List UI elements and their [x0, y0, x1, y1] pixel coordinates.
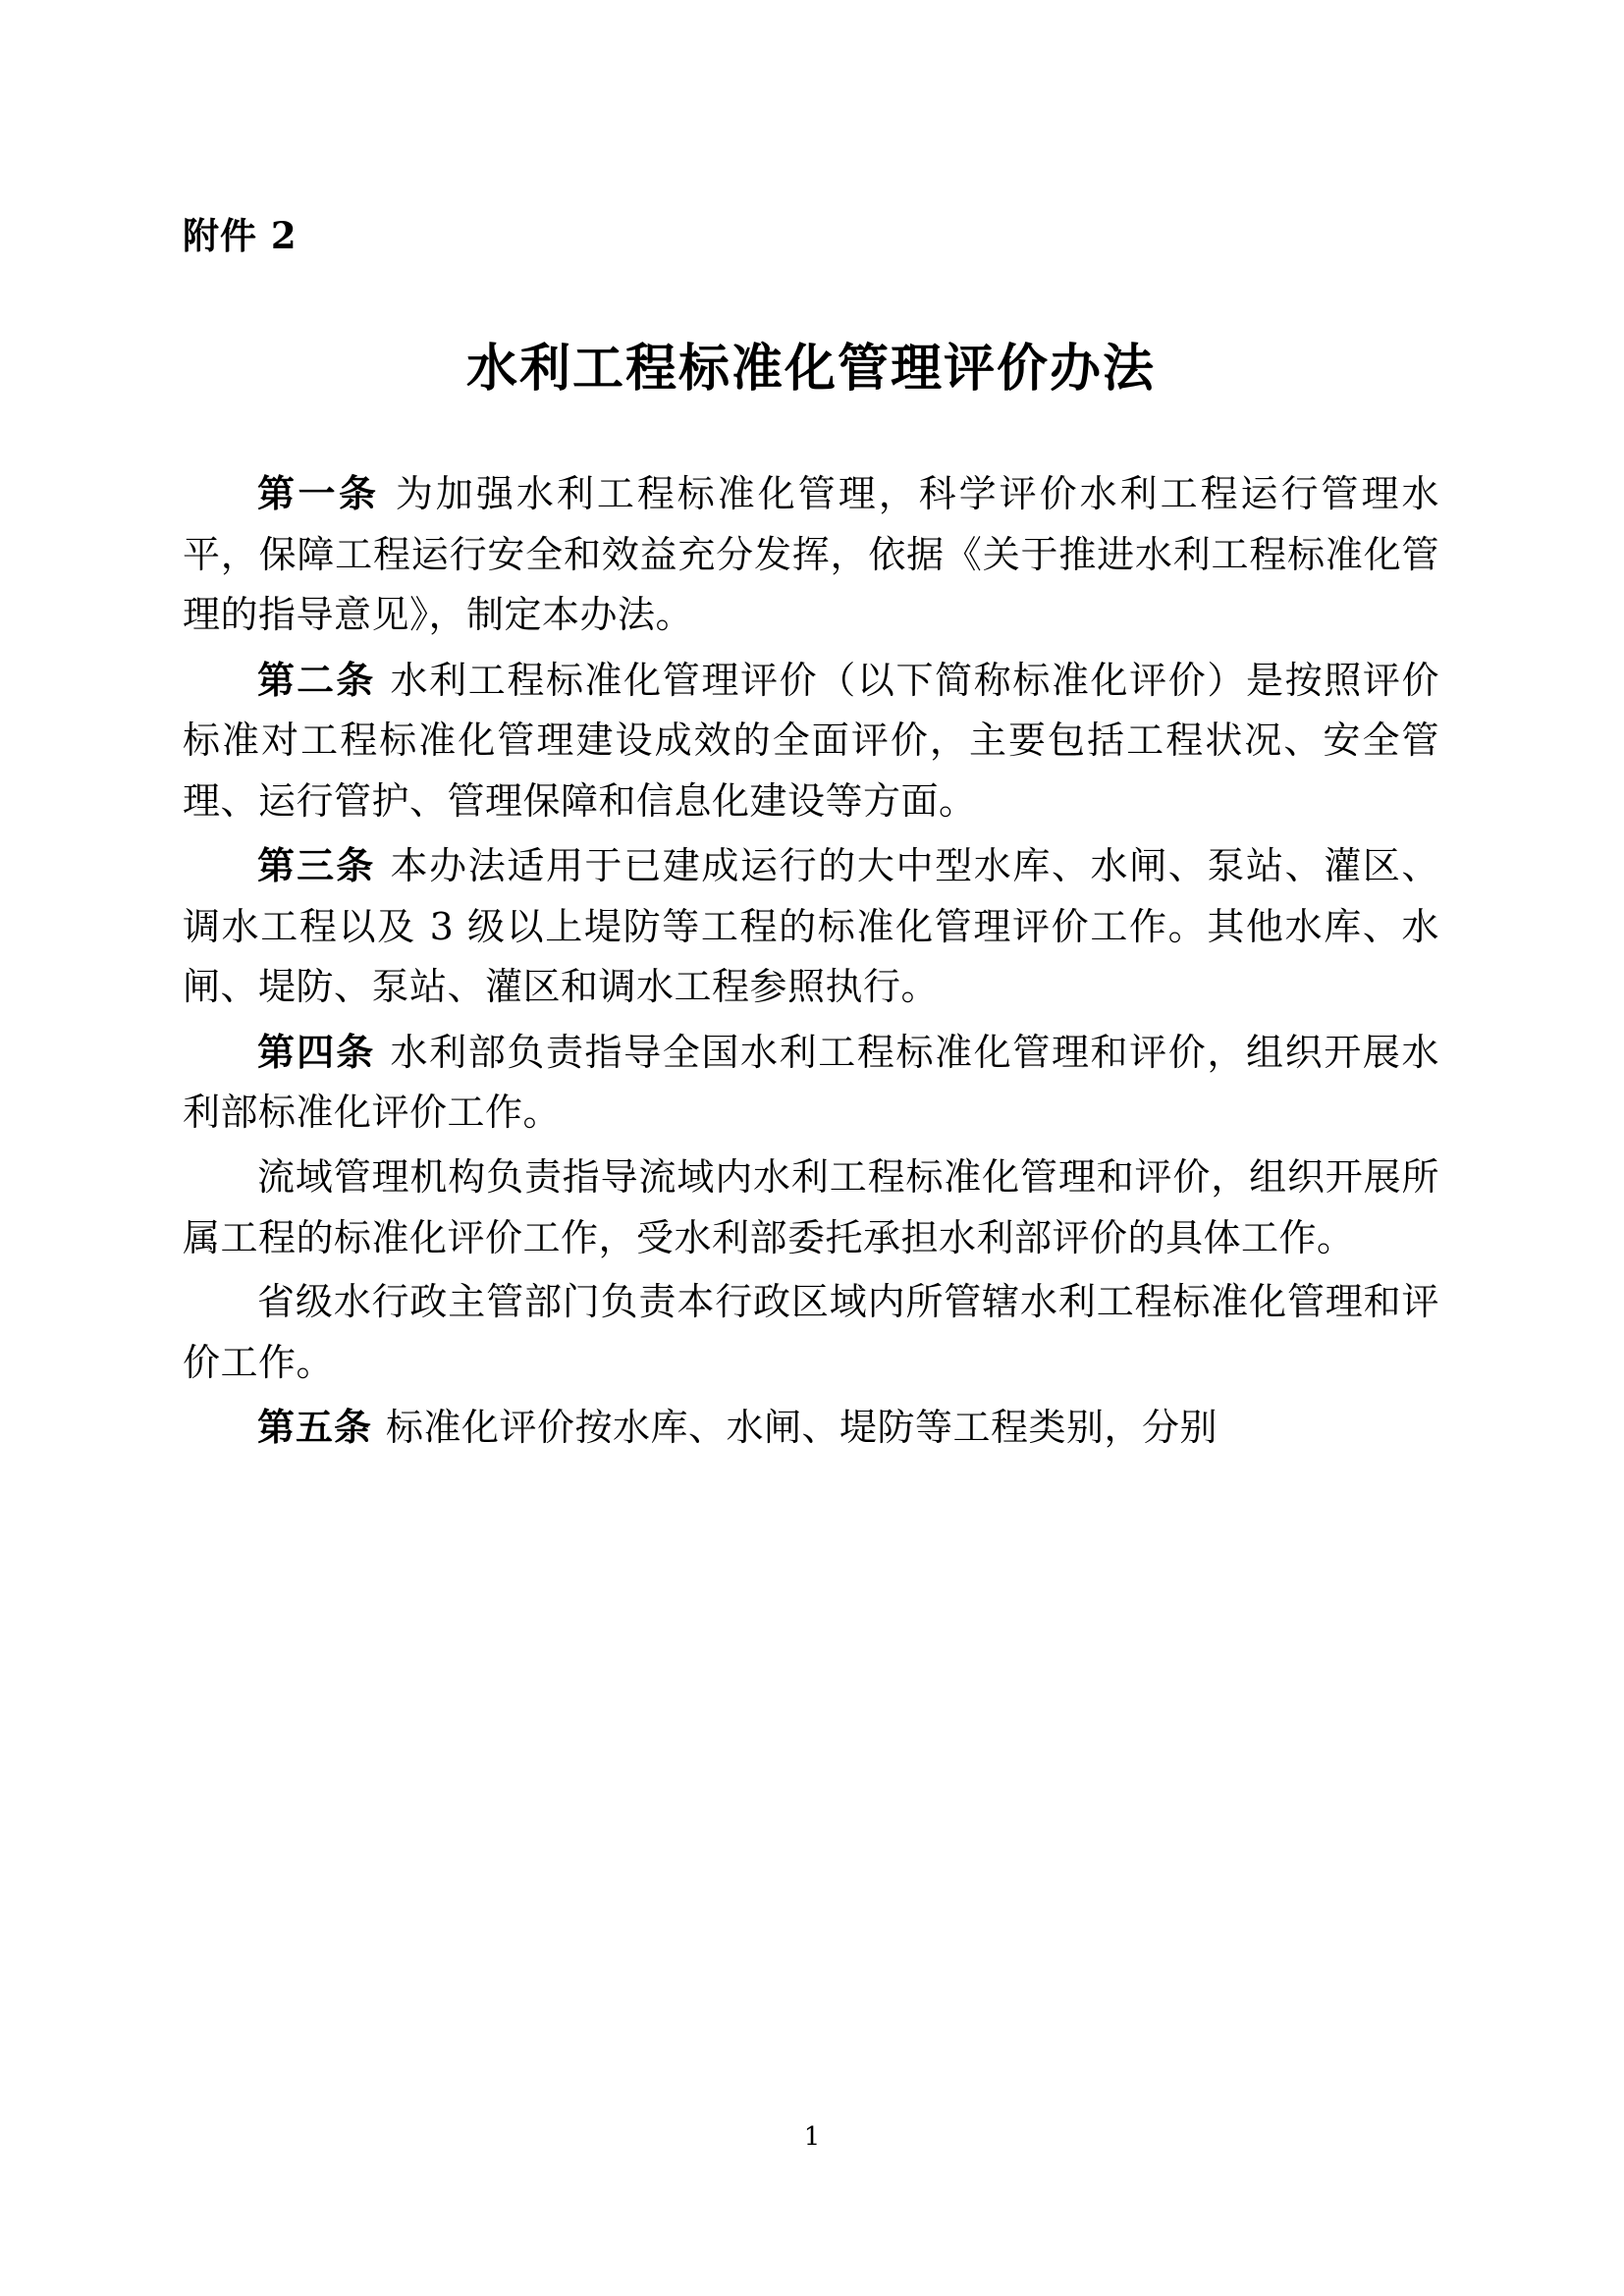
paragraph-text: 流域管理机构负责指导流域内水利工程标准化管理和评价，组织开展所属工程的标准化评价工作，受水利部委托承担水利部评价的具体工作。	[183, 1155, 1439, 1259]
page-number: 1	[803, 2122, 821, 2152]
paragraph	[183, 1022, 1439, 1144]
paragraph-text: 本办法适用于已建成运行的大中型水库、水闸、泵站、灌区、调水工程以及 3 级以上堤防等工程的标准化管理评价工作。其他水库、水闸、堤防、泵站、灌区和调水工程参照执行。	[183, 844, 1439, 1009]
article-number: 第四条	[257, 1029, 376, 1074]
paragraph	[183, 835, 1439, 1018]
attachment-label: 附件 2	[183, 214, 298, 257]
paragraph-text: 省级水行政主管部门负责本行政区域内所管辖水利工程标准化管理和评价工作。	[183, 1280, 1439, 1384]
page-title: 水利工程标准化管理评价办法	[465, 339, 1156, 400]
article-number: 第二条	[257, 657, 376, 702]
article-number: 第五条	[257, 1405, 373, 1450]
paragraph	[183, 1397, 1439, 1459]
page-content	[183, 0, 1439, 1459]
document-body	[183, 463, 1439, 1459]
paragraph-text: 为加强水利工程标准化管理，科学评价水利工程运行管理水平，保障工程运行安全和效益充分发挥，依据《关于推进水利工程标准化管理的指导意见》，制定本办法。	[183, 471, 1439, 637]
article-number: 第一条	[257, 470, 380, 515]
paragraph-text: 水利部负责指导全国水利工程标准化管理和评价，组织开展水利部标准化评价工作。	[183, 1030, 1439, 1135]
paragraph	[183, 1272, 1439, 1393]
paragraph	[183, 463, 1439, 646]
paragraph	[183, 1148, 1439, 1268]
article-number: 第三条	[257, 843, 376, 888]
paragraph	[183, 650, 1439, 832]
paragraph-text: 标准化评价按水库、水闸、堤防等工程类别，分别	[386, 1406, 1218, 1450]
paragraph-text: 水利工程标准化管理评价（以下简称标准化评价）是按照评价标准对工程标准化管理建设成效的全面评价，主要包括工程状况、安全管理、运行管护、管理保障和信息化建设等方面。	[183, 658, 1439, 823]
